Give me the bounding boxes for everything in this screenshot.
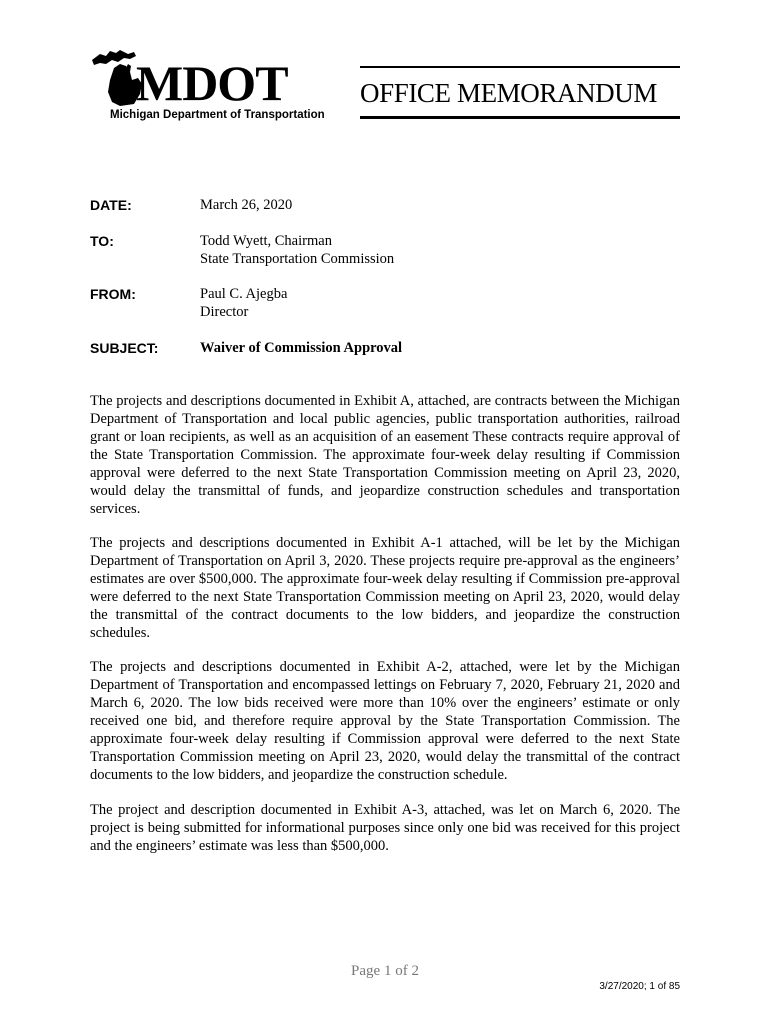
memo-title: OFFICE MEMORANDUM <box>360 78 657 108</box>
logo-subtitle: Michigan Department of Transportation <box>110 109 325 121</box>
to-organization: State Transportation Commission <box>200 251 395 267</box>
subject-label: SUBJECT: <box>90 340 159 356</box>
body-paragraph-exhibit-a3: The project and description documented in Exhibit A-3, attached, was let on March 6, 2020. The project is being submitted for informational purposes since only one bid was received for this project and the engineers’ estimate was less than $500,000. <box>90 802 680 854</box>
from-title: Director <box>200 304 249 320</box>
body-paragraph-exhibit-a: The projects and descriptions documented in Exhibit A, attached, are contracts between the Michigan Department of Transportation and local public agencies, public transportation authorities, railroad grant or loan recipients, as well as an acquisition of an easement These contracts require approval of the State Transportation Commission. The approximate four-week delay resulting if Commission approval were deferred to the next State Transportation Commission meeting on April 23, 2020, would delay the transmittal of funds, and jeopardize construction schedules and transportation services. <box>90 393 680 517</box>
body-paragraph-exhibit-a1: The projects and descriptions documented in Exhibit A-1 attached, will be let by the Michigan Department of Transportation on April 3, 2020. These projects require pre-approval as the engineers’ estimates are over $500,000. The approximate four-week delay resulting if Commission pre-approval were deferred to the next State Transportation Commission meeting on April 23, 2020, would delay the transmittal of the contract documents to the low bidders, and jeopardize the construction schedules. <box>90 535 680 641</box>
date-value: March 26, 2020 <box>200 197 293 213</box>
logo-wordmark: MDOT <box>136 55 288 111</box>
subject-value: Waiver of Commission Approval <box>200 340 403 356</box>
header-rule-top <box>360 66 680 68</box>
mdot-logo <box>90 46 340 124</box>
from-label: FROM: <box>90 286 136 302</box>
body-paragraph-exhibit-a2: The projects and descriptions documented in Exhibit A-2, attached, were let by the Michigan Department of Transportation and encompassed lettings on February 7, 2020, February 21, 2020 and March 6, 2020. The low bids received were more than 10% over the engineers’ estimate or only received one bid, and therefore require approval by the State Transportation Commission. The approximate four-week delay resulting if Commission approval were deferred to the next State Transportation Commission meeting on April 23, 2020, would delay the transmittal of the contract documents to the low bidders, and jeopardize the construction schedule. <box>90 659 680 783</box>
from-name: Paul C. Ajegba <box>200 286 288 302</box>
date-label: DATE: <box>90 197 132 213</box>
header-rule-bottom <box>360 116 680 119</box>
page-number: Page 1 of 2 <box>351 963 419 979</box>
fax-stamp: 3/27/2020; 1 of 85 <box>599 981 680 992</box>
to-label: TO: <box>90 233 114 249</box>
to-name: Todd Wyett, Chairman <box>200 233 332 249</box>
